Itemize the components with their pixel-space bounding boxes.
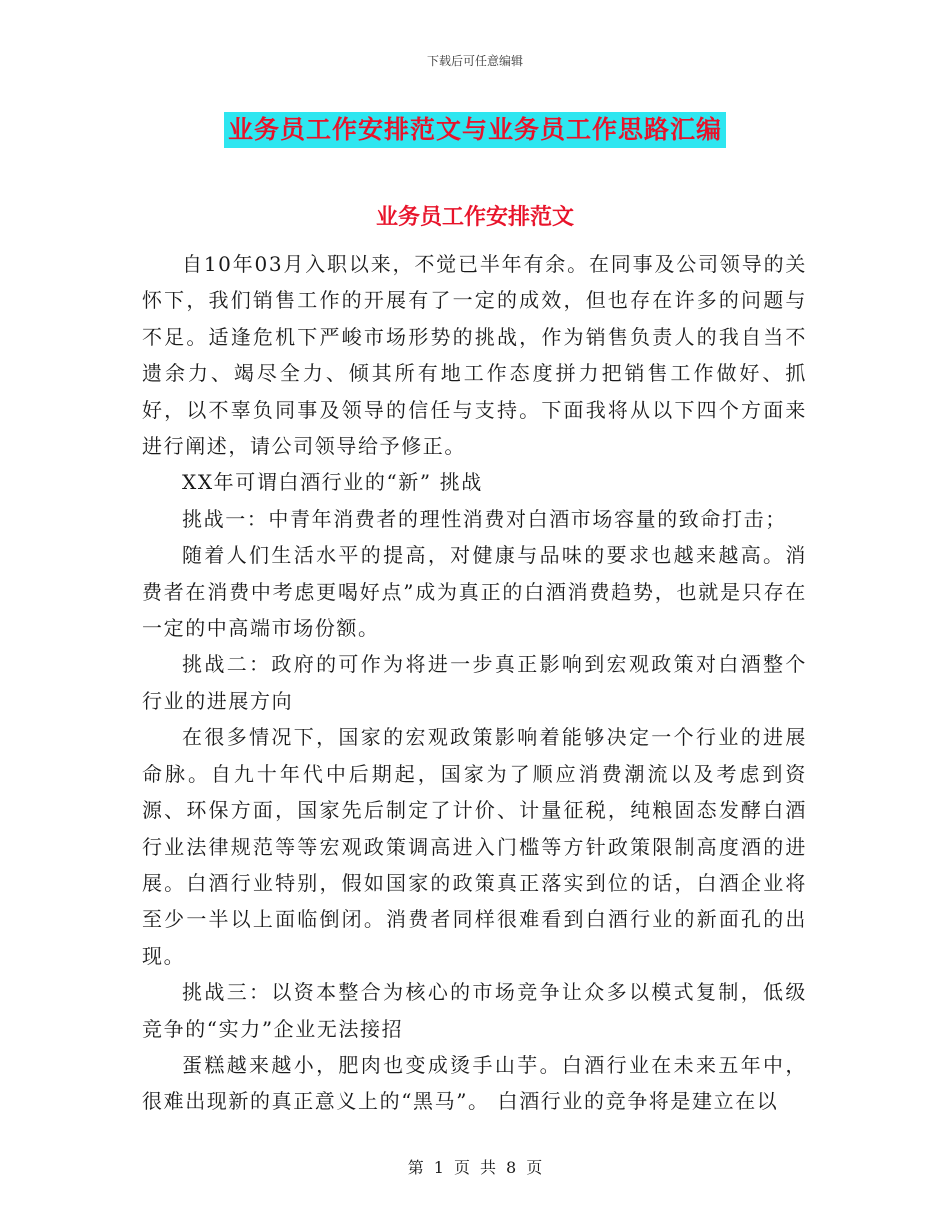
paragraph: 自10年03月入职以来，不觉已半年有余。在同事及公司领导的关怀下，我们销售工作的开展有了一定的成效，但也存在许多的问题与不足。适逢危机下严峻市场形势的挑战，作为销售负责人的我自当不遗余力、竭尽全力、倾其所有地工作态度拼力把销售工作做好、抓好，以不辜负同事及领导的信任与支持。下面我将从以下四个方面来进行阐述，请公司领导给予修正。 xyxy=(142,252,807,459)
paragraph: 挑战二：政府的可作为将进一步真正影响到宏观政策对白酒整个行业的进展方向 xyxy=(142,652,807,713)
paragraph: XX年可谓白酒行业的“新” 挑战 xyxy=(182,470,483,495)
paragraph: 挑战一：中青年消费者的理性消费对白酒市场容量的致命打击； xyxy=(182,506,787,531)
footer-suffix: 页 xyxy=(526,1158,543,1177)
paragraph: 随着人们生活水平的提高，对健康与品味的要求也越来越高。消费者在消费中考虑更喝好点”成为真正的白酒消费趋势，也就是只存在一定的中高端市场份额。 xyxy=(142,543,807,641)
paragraph: 在很多情况下，国家的宏观政策影响着能够决定一个行业的进展命脉。自九十年代中后期起，国家为了顺应消费潮流以及考虑到资源、环保方面，国家先后制定了计价、计量征税，纯粮固态发酵白酒行业法律规范等等宏观政策调高进入门槛等方针政策限制高度酒的进展。白酒行业特别，假如国家的政策真正落实到位的话，白酒企业将至少一半以上面临倒闭。消费者同样很难看到白酒行业的新面孔的出现。 xyxy=(142,725,807,968)
footer-mid2: 共 xyxy=(480,1158,497,1177)
page-total: 8 xyxy=(506,1158,517,1177)
main-title: 业务员工作安排范文与业务员工作思路汇编 xyxy=(224,112,726,148)
page-current: 1 xyxy=(433,1158,444,1177)
body-text xyxy=(142,246,807,1120)
header-note: 下载后可任意编辑 xyxy=(426,54,523,68)
paragraph: 挑战三：以资本整合为核心的市场竞争让众多以模式复制，低级竞争的“实力”企业无法接招 xyxy=(142,980,807,1041)
page-footer xyxy=(0,1155,950,1178)
footer-prefix: 第 xyxy=(407,1158,424,1177)
main-title-container xyxy=(0,112,950,148)
footer-mid1: 页 xyxy=(453,1158,470,1177)
paragraph: 蛋糕越来越小，肥肉也变成烫手山芋。白酒行业在未来五年中，很难出现新的真正意义上的“黑马”。 白酒行业的竞争将是建立在以 xyxy=(142,1052,807,1114)
section-title: 业务员工作安排范文 xyxy=(375,204,574,230)
